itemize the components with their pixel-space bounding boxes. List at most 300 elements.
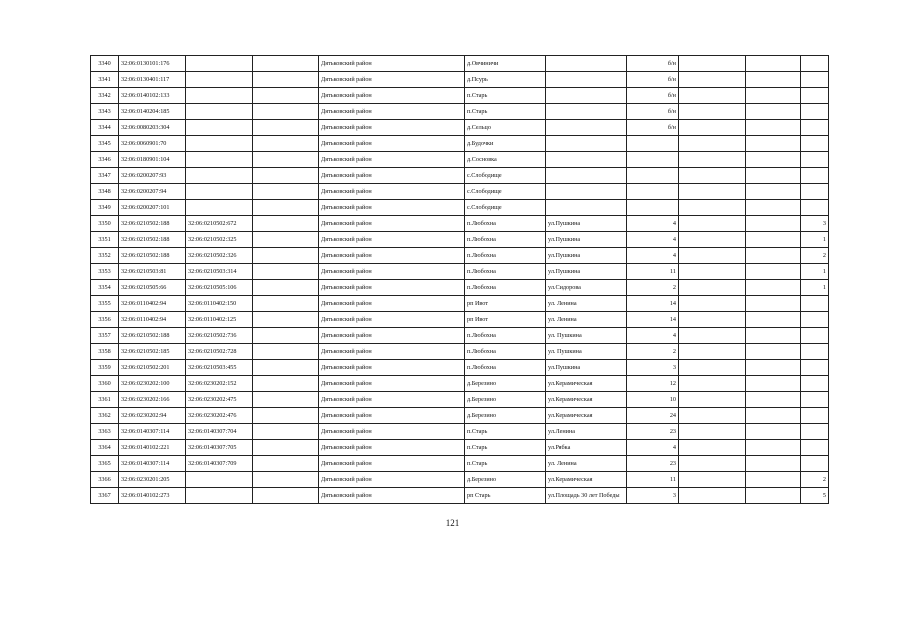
cadastral-number-cell: 32:06:0140204:185: [119, 104, 186, 120]
settlement-cell: д.Овчиничи: [465, 56, 546, 72]
apartment-number-cell: [801, 120, 829, 136]
cadastral-number-cell: 32:06:0200207:93: [119, 168, 186, 184]
building-cadastral-cell: 32:06:0210505:106: [186, 280, 253, 296]
district-cell: Дятьковский район: [319, 408, 465, 424]
house-number-cell: 3: [627, 360, 679, 376]
cadastral-number-cell: 32:06:0140307:114: [119, 424, 186, 440]
district-cell: Дятьковский район: [319, 264, 465, 280]
empty-cell: [746, 472, 801, 488]
row-number-cell: 3353: [91, 264, 119, 280]
empty-cell: [746, 232, 801, 248]
street-cell: [546, 168, 627, 184]
district-cell: Дятьковский район: [319, 152, 465, 168]
building-cadastral-cell: 32:06:0110402:125: [186, 312, 253, 328]
settlement-cell: п.Любохна: [465, 248, 546, 264]
empty-cell: [253, 152, 319, 168]
cadastral-number-cell: 32:06:0130401:117: [119, 72, 186, 88]
apartment-number-cell: [801, 88, 829, 104]
empty-cell: [253, 88, 319, 104]
apartment-number-cell: [801, 392, 829, 408]
empty-cell: [253, 56, 319, 72]
apartment-number-cell: [801, 360, 829, 376]
row-number-cell: 3349: [91, 200, 119, 216]
street-cell: ул.Пушкина: [546, 264, 627, 280]
empty-cell: [679, 136, 746, 152]
district-cell: Дятьковский район: [319, 280, 465, 296]
building-cadastral-cell: 32:06:0230202:476: [186, 408, 253, 424]
street-cell: ул. Пушкина: [546, 344, 627, 360]
empty-cell: [746, 216, 801, 232]
house-number-cell: [627, 184, 679, 200]
table-row: [91, 184, 829, 200]
empty-cell: [679, 232, 746, 248]
district-cell: Дятьковский район: [319, 424, 465, 440]
table-row: [91, 440, 829, 456]
empty-cell: [746, 296, 801, 312]
street-cell: ул.Керамическая: [546, 472, 627, 488]
cadastral-number-cell: 32:06:0060901:70: [119, 136, 186, 152]
empty-cell: [746, 456, 801, 472]
empty-cell: [746, 104, 801, 120]
district-cell: Дятьковский район: [319, 88, 465, 104]
apartment-number-cell: 2: [801, 472, 829, 488]
building-cadastral-cell: 32:06:0210502:736: [186, 328, 253, 344]
building-cadastral-cell: 32:06:0230202:152: [186, 376, 253, 392]
empty-cell: [746, 168, 801, 184]
empty-cell: [746, 488, 801, 504]
street-cell: ул.Сидорова: [546, 280, 627, 296]
street-cell: ул. Ленина: [546, 296, 627, 312]
empty-cell: [679, 168, 746, 184]
apartment-number-cell: [801, 200, 829, 216]
street-cell: [546, 120, 627, 136]
registry-table: [90, 55, 829, 504]
empty-cell: [679, 440, 746, 456]
empty-cell: [679, 344, 746, 360]
settlement-cell: д.Псурь: [465, 72, 546, 88]
empty-cell: [253, 312, 319, 328]
district-cell: Дятьковский район: [319, 168, 465, 184]
district-cell: Дятьковский район: [319, 136, 465, 152]
street-cell: ул.Площадь 30 лет Победы: [546, 488, 627, 504]
empty-cell: [253, 360, 319, 376]
empty-cell: [253, 408, 319, 424]
settlement-cell: п.Любохна: [465, 328, 546, 344]
empty-cell: [679, 408, 746, 424]
table-row: [91, 472, 829, 488]
empty-cell: [679, 104, 746, 120]
table-row: [91, 88, 829, 104]
street-cell: [546, 104, 627, 120]
empty-cell: [253, 232, 319, 248]
building-cadastral-cell: 32:06:0210503:314: [186, 264, 253, 280]
street-cell: [546, 200, 627, 216]
empty-cell: [746, 376, 801, 392]
empty-cell: [746, 424, 801, 440]
empty-cell: [746, 312, 801, 328]
apartment-number-cell: [801, 440, 829, 456]
empty-cell: [253, 184, 319, 200]
empty-cell: [746, 136, 801, 152]
settlement-cell: д.Березино: [465, 376, 546, 392]
empty-cell: [679, 264, 746, 280]
settlement-cell: д.Сельцо: [465, 120, 546, 136]
empty-cell: [746, 392, 801, 408]
apartment-number-cell: [801, 376, 829, 392]
table-row: [91, 264, 829, 280]
cadastral-number-cell: 32:06:0210503:81: [119, 264, 186, 280]
street-cell: ул.Пушкина: [546, 360, 627, 376]
cadastral-number-cell: 32:06:0140102:273: [119, 488, 186, 504]
street-cell: [546, 184, 627, 200]
empty-cell: [253, 488, 319, 504]
building-cadastral-cell: [186, 184, 253, 200]
street-cell: ул.Пушкина: [546, 248, 627, 264]
building-cadastral-cell: 32:06:0210502:728: [186, 344, 253, 360]
empty-cell: [679, 248, 746, 264]
apartment-number-cell: [801, 56, 829, 72]
table-row: [91, 216, 829, 232]
house-number-cell: 2: [627, 344, 679, 360]
table-row: [91, 344, 829, 360]
building-cadastral-cell: [186, 472, 253, 488]
street-cell: ул.Пушкина: [546, 216, 627, 232]
registry-table-body: [91, 56, 829, 504]
empty-cell: [679, 152, 746, 168]
house-number-cell: 11: [627, 472, 679, 488]
cadastral-number-cell: 32:06:0210505:66: [119, 280, 186, 296]
empty-cell: [679, 296, 746, 312]
street-cell: ул.Керамическая: [546, 376, 627, 392]
district-cell: Дятьковский район: [319, 120, 465, 136]
house-number-cell: 4: [627, 328, 679, 344]
apartment-number-cell: [801, 296, 829, 312]
page-number: 121: [445, 518, 460, 528]
empty-cell: [746, 280, 801, 296]
table-row: [91, 424, 829, 440]
empty-cell: [679, 56, 746, 72]
apartment-number-cell: [801, 136, 829, 152]
house-number-cell: б/н: [627, 72, 679, 88]
house-number-cell: б/н: [627, 88, 679, 104]
building-cadastral-cell: [186, 104, 253, 120]
settlement-cell: д.Березино: [465, 472, 546, 488]
row-number-cell: 3358: [91, 344, 119, 360]
row-number-cell: 3343: [91, 104, 119, 120]
street-cell: ул.Рябка: [546, 440, 627, 456]
table-row: [91, 328, 829, 344]
building-cadastral-cell: [186, 56, 253, 72]
cadastral-number-cell: 32:06:0110402:94: [119, 312, 186, 328]
settlement-cell: п.Старь: [465, 104, 546, 120]
settlement-cell: рп Ивот: [465, 312, 546, 328]
table-row: [91, 248, 829, 264]
house-number-cell: 24: [627, 408, 679, 424]
house-number-cell: 4: [627, 248, 679, 264]
district-cell: Дятьковский район: [319, 344, 465, 360]
empty-cell: [746, 56, 801, 72]
table-row: [91, 376, 829, 392]
empty-cell: [253, 424, 319, 440]
table-row: [91, 360, 829, 376]
district-cell: Дятьковский район: [319, 232, 465, 248]
settlement-cell: д.Березино: [465, 408, 546, 424]
apartment-number-cell: [801, 408, 829, 424]
building-cadastral-cell: [186, 152, 253, 168]
building-cadastral-cell: 32:06:0140307:704: [186, 424, 253, 440]
settlement-cell: с.Слободище: [465, 184, 546, 200]
table-row: [91, 72, 829, 88]
table-row: [91, 56, 829, 72]
house-number-cell: 4: [627, 440, 679, 456]
empty-cell: [679, 72, 746, 88]
district-cell: Дятьковский район: [319, 248, 465, 264]
house-number-cell: б/н: [627, 120, 679, 136]
table-row: [91, 456, 829, 472]
cadastral-number-cell: 32:06:0110402:94: [119, 296, 186, 312]
apartment-number-cell: 2: [801, 248, 829, 264]
empty-cell: [253, 392, 319, 408]
empty-cell: [679, 120, 746, 136]
empty-cell: [253, 472, 319, 488]
settlement-cell: п.Любохна: [465, 232, 546, 248]
house-number-cell: 11: [627, 264, 679, 280]
table-row: [91, 168, 829, 184]
settlement-cell: п.Старь: [465, 440, 546, 456]
empty-cell: [679, 424, 746, 440]
settlement-cell: д.Березино: [465, 392, 546, 408]
street-cell: [546, 72, 627, 88]
row-number-cell: 3345: [91, 136, 119, 152]
building-cadastral-cell: [186, 488, 253, 504]
table-row: [91, 280, 829, 296]
apartment-number-cell: 3: [801, 216, 829, 232]
apartment-number-cell: [801, 456, 829, 472]
row-number-cell: 3363: [91, 424, 119, 440]
apartment-number-cell: [801, 312, 829, 328]
house-number-cell: б/н: [627, 104, 679, 120]
empty-cell: [253, 264, 319, 280]
district-cell: Дятьковский район: [319, 104, 465, 120]
row-number-cell: 3352: [91, 248, 119, 264]
row-number-cell: 3364: [91, 440, 119, 456]
building-cadastral-cell: [186, 168, 253, 184]
house-number-cell: 12: [627, 376, 679, 392]
district-cell: Дятьковский район: [319, 360, 465, 376]
building-cadastral-cell: 32:06:0110402:150: [186, 296, 253, 312]
settlement-cell: рп Старь: [465, 488, 546, 504]
building-cadastral-cell: 32:06:0140307:709: [186, 456, 253, 472]
street-cell: [546, 88, 627, 104]
row-number-cell: 3362: [91, 408, 119, 424]
building-cadastral-cell: [186, 200, 253, 216]
empty-cell: [253, 440, 319, 456]
settlement-cell: п.Старь: [465, 88, 546, 104]
district-cell: Дятьковский район: [319, 200, 465, 216]
empty-cell: [679, 376, 746, 392]
empty-cell: [679, 456, 746, 472]
empty-cell: [679, 328, 746, 344]
cadastral-number-cell: 32:06:0140102:133: [119, 88, 186, 104]
table-row: [91, 104, 829, 120]
street-cell: [546, 152, 627, 168]
cadastral-number-cell: 32:06:0140102:221: [119, 440, 186, 456]
table-row: [91, 312, 829, 328]
empty-cell: [746, 360, 801, 376]
district-cell: Дятьковский район: [319, 440, 465, 456]
apartment-number-cell: [801, 344, 829, 360]
house-number-cell: 23: [627, 456, 679, 472]
apartment-number-cell: 1: [801, 280, 829, 296]
table-row: [91, 152, 829, 168]
street-cell: ул.Ленина: [546, 424, 627, 440]
empty-cell: [746, 248, 801, 264]
house-number-cell: [627, 168, 679, 184]
row-number-cell: 3360: [91, 376, 119, 392]
cadastral-number-cell: 32:06:0200207:101: [119, 200, 186, 216]
district-cell: Дятьковский район: [319, 392, 465, 408]
empty-cell: [253, 72, 319, 88]
cadastral-number-cell: 32:06:0210502:188: [119, 328, 186, 344]
apartment-number-cell: [801, 72, 829, 88]
district-cell: Дятьковский район: [319, 472, 465, 488]
building-cadastral-cell: 32:06:0210503:455: [186, 360, 253, 376]
settlement-cell: п.Любохна: [465, 344, 546, 360]
empty-cell: [679, 88, 746, 104]
street-cell: ул.Керамическая: [546, 392, 627, 408]
apartment-number-cell: [801, 168, 829, 184]
district-cell: Дятьковский район: [319, 328, 465, 344]
building-cadastral-cell: 32:06:0210502:325: [186, 232, 253, 248]
street-cell: ул. Пушкина: [546, 328, 627, 344]
street-cell: ул. Ленина: [546, 312, 627, 328]
empty-cell: [746, 88, 801, 104]
district-cell: Дятьковский район: [319, 216, 465, 232]
empty-cell: [253, 344, 319, 360]
house-number-cell: 4: [627, 216, 679, 232]
apartment-number-cell: [801, 424, 829, 440]
empty-cell: [746, 328, 801, 344]
apartment-number-cell: 1: [801, 232, 829, 248]
empty-cell: [746, 72, 801, 88]
district-cell: Дятьковский район: [319, 184, 465, 200]
empty-cell: [679, 472, 746, 488]
table-row: [91, 200, 829, 216]
apartment-number-cell: [801, 104, 829, 120]
empty-cell: [679, 200, 746, 216]
empty-cell: [679, 216, 746, 232]
empty-cell: [253, 200, 319, 216]
row-number-cell: 3356: [91, 312, 119, 328]
building-cadastral-cell: 32:06:0140307:705: [186, 440, 253, 456]
house-number-cell: б/н: [627, 56, 679, 72]
table-row: [91, 136, 829, 152]
row-number-cell: 3366: [91, 472, 119, 488]
cadastral-number-cell: 32:06:0210502:201: [119, 360, 186, 376]
empty-cell: [746, 184, 801, 200]
empty-cell: [746, 264, 801, 280]
settlement-cell: д.Будочки: [465, 136, 546, 152]
house-number-cell: 2: [627, 280, 679, 296]
cadastral-number-cell: 32:06:0210502:188: [119, 248, 186, 264]
empty-cell: [746, 200, 801, 216]
house-number-cell: 3: [627, 488, 679, 504]
district-cell: Дятьковский район: [319, 456, 465, 472]
table-row: [91, 488, 829, 504]
street-cell: ул. Ленина: [546, 456, 627, 472]
settlement-cell: п.Любохна: [465, 280, 546, 296]
empty-cell: [253, 104, 319, 120]
district-cell: Дятьковский район: [319, 56, 465, 72]
street-cell: [546, 136, 627, 152]
cadastral-number-cell: 32:06:0230202:166: [119, 392, 186, 408]
empty-cell: [746, 344, 801, 360]
cadastral-number-cell: 32:06:0230202:100: [119, 376, 186, 392]
settlement-cell: рп Ивот: [465, 296, 546, 312]
empty-cell: [679, 280, 746, 296]
house-number-cell: 4: [627, 232, 679, 248]
empty-cell: [253, 248, 319, 264]
cadastral-number-cell: 32:06:0210502:188: [119, 232, 186, 248]
district-cell: Дятьковский район: [319, 376, 465, 392]
street-cell: ул.Пушкина: [546, 232, 627, 248]
empty-cell: [253, 136, 319, 152]
row-number-cell: 3350: [91, 216, 119, 232]
cadastral-number-cell: 32:06:0230201:205: [119, 472, 186, 488]
row-number-cell: 3344: [91, 120, 119, 136]
settlement-cell: п.Старь: [465, 456, 546, 472]
empty-cell: [679, 392, 746, 408]
settlement-cell: с.Слободище: [465, 168, 546, 184]
house-number-cell: [627, 152, 679, 168]
empty-cell: [253, 168, 319, 184]
empty-cell: [679, 488, 746, 504]
cadastral-number-cell: 32:06:0130101:176: [119, 56, 186, 72]
empty-cell: [253, 456, 319, 472]
settlement-cell: п.Любохна: [465, 216, 546, 232]
table-row: [91, 408, 829, 424]
apartment-number-cell: [801, 152, 829, 168]
cadastral-number-cell: 32:06:0210502:188: [119, 216, 186, 232]
row-number-cell: 3365: [91, 456, 119, 472]
row-number-cell: 3342: [91, 88, 119, 104]
settlement-cell: п.Любохна: [465, 360, 546, 376]
row-number-cell: 3357: [91, 328, 119, 344]
house-number-cell: 10: [627, 392, 679, 408]
empty-cell: [253, 120, 319, 136]
cadastral-number-cell: 32:06:0080203:304: [119, 120, 186, 136]
row-number-cell: 3361: [91, 392, 119, 408]
row-number-cell: 3354: [91, 280, 119, 296]
empty-cell: [679, 312, 746, 328]
empty-cell: [746, 152, 801, 168]
table-row: [91, 296, 829, 312]
row-number-cell: 3367: [91, 488, 119, 504]
house-number-cell: 14: [627, 312, 679, 328]
house-number-cell: 23: [627, 424, 679, 440]
apartment-number-cell: 1: [801, 264, 829, 280]
street-cell: ул.Керамическая: [546, 408, 627, 424]
building-cadastral-cell: 32:06:0210502:672: [186, 216, 253, 232]
row-number-cell: 3347: [91, 168, 119, 184]
cadastral-number-cell: 32:06:0230202:94: [119, 408, 186, 424]
empty-cell: [253, 376, 319, 392]
district-cell: Дятьковский район: [319, 488, 465, 504]
settlement-cell: п.Старь: [465, 424, 546, 440]
row-number-cell: 3351: [91, 232, 119, 248]
house-number-cell: [627, 200, 679, 216]
empty-cell: [679, 184, 746, 200]
